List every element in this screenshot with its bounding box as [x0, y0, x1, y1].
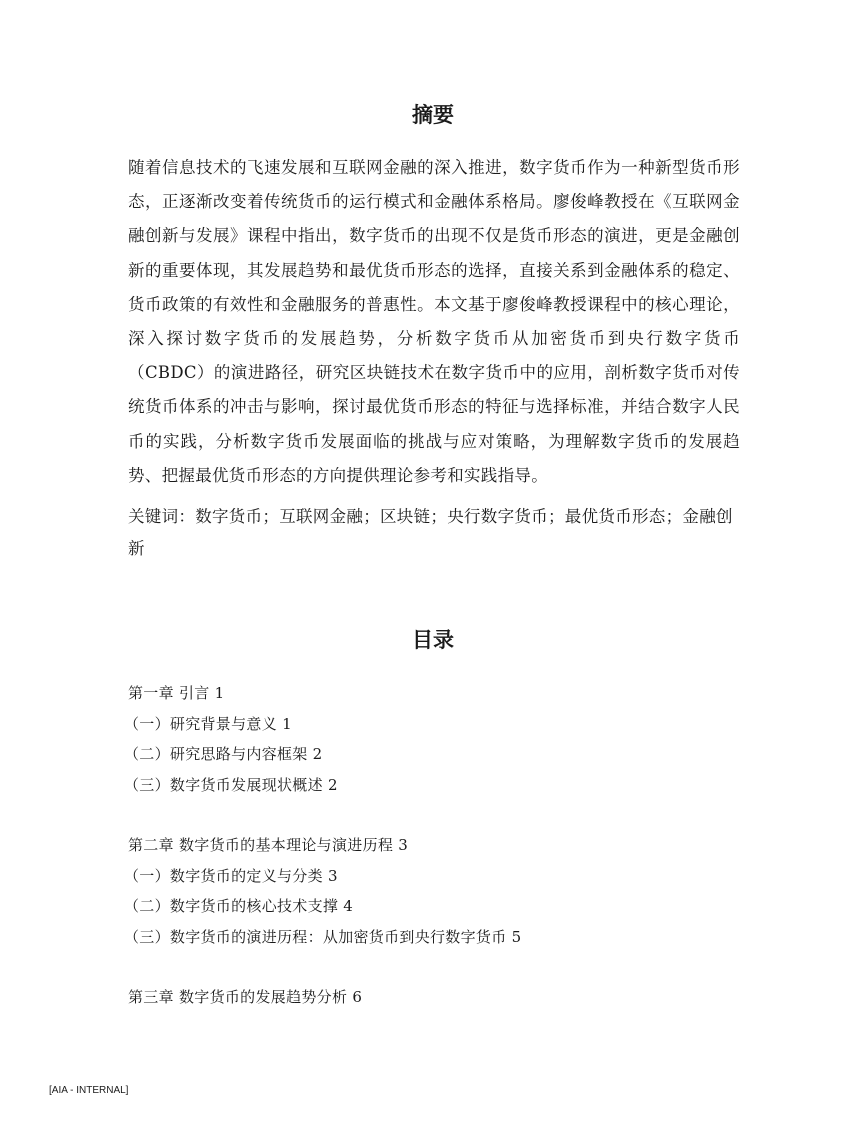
toc-section[interactable]: （三）数字货币发展现状概述 2 [124, 775, 338, 794]
toc-section[interactable]: （二）数字货币的核心技术支撑 4 [124, 897, 354, 915]
toc-section[interactable]: （三）数字货币的演进历程：从加密货币到央行数字货币 5 [124, 927, 522, 946]
toc-chapter-label[interactable]: 第二章 数字货币的基本理论与演进历程 3 [128, 836, 409, 854]
classification-footer: [AIA - INTERNAL] [49, 1085, 129, 1096]
toc-section[interactable]: （一）研究背景与意义 1 [124, 714, 292, 733]
table-of-contents [124, 678, 740, 1043]
keywords: 关键词：数字货币；互联网金融；区块链；央行数字货币；最优货币形态；金融创新 [128, 507, 733, 558]
toc-section[interactable]: （二）研究思路与内容框架 2 [124, 745, 323, 763]
abstract-body: 随着信息技术的飞速发展和互联网金融的深入推进，数字货币作为一种新型货币形态，正逐渐改变着传统货币的运行模式和金融体系格局。廖俊峰教授在《互联网金融创新与发展》课程中指出，数字货币的出现不仅是货币形态的演进，更是金融创新的重要体现，其发展趋势和最优货币形态的选择，直接关系到金融体系的稳定、货币政策的有效性和金融服务的普惠性。本文基于廖俊峰教授课程中的核心理论，深入探讨数字货币的发展趋势，分析数字货币从加密货币到央行数字货币（CBDC）的演进路径，研究区块链技术在数字货币中的应用，剖析数字货币对传统货币体系的冲击与影响，探讨最优货币形态的特征与选择标准，并结合数字人民币的实践，分析数字货币发展面临的挑战与应对策略，为理解数字货币的发展趋势、把握最优货币形态的方向提供理论参考和实践指导。 [128, 158, 740, 485]
toc-section[interactable]: （一）数字货币的定义与分类 3 [124, 866, 338, 885]
toc-chapter-3 [128, 982, 740, 1013]
toc-chapter-label[interactable]: 第一章 引言 1 [128, 684, 225, 702]
toc-chapter-1 [124, 678, 740, 800]
abstract-title: 摘要 [412, 103, 454, 127]
toc-chapter-label[interactable]: 第三章 数字货币的发展趋势分析 6 [128, 988, 363, 1006]
toc-chapter-2 [124, 830, 740, 952]
toc-title: 目录 [412, 628, 454, 652]
